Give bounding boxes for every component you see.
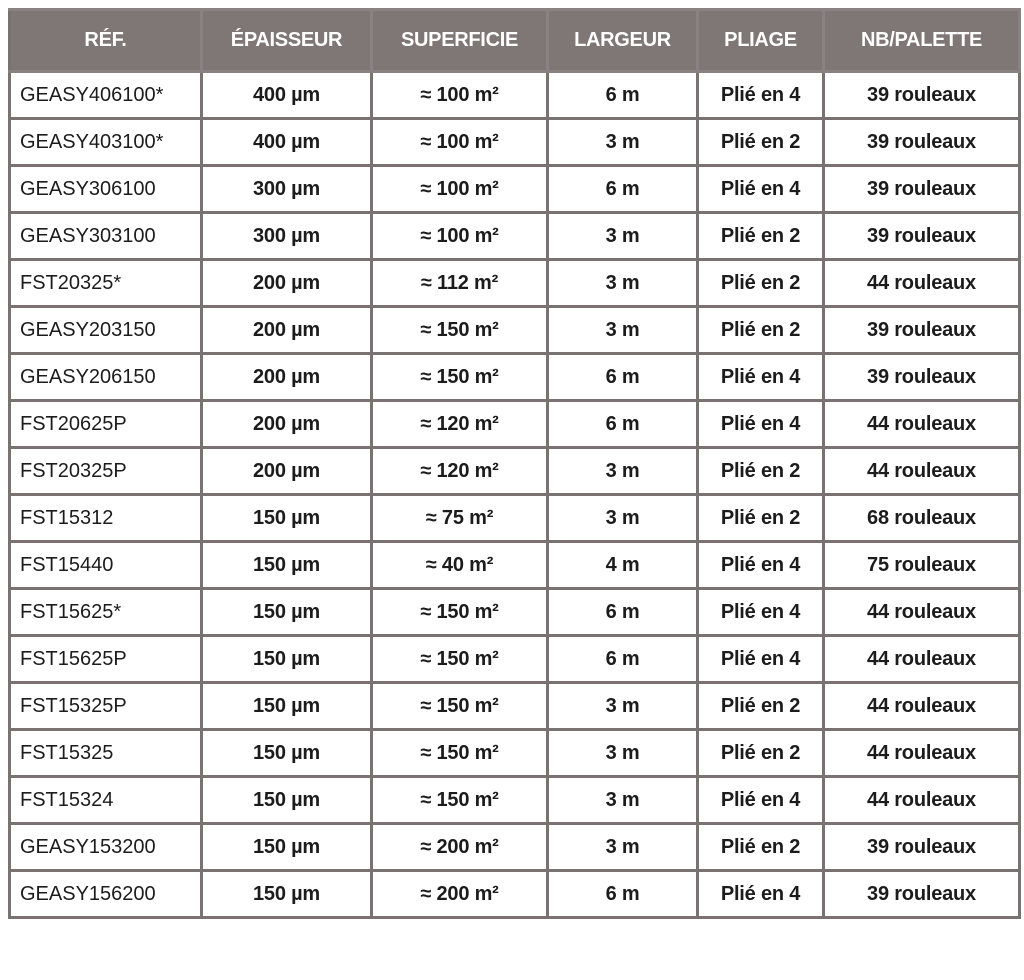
cell-ref: FST15625* [10,589,202,636]
cell-nb-palette: 39 rouleaux [824,213,1020,260]
cell-superficie: ≈ 200 m² [372,871,548,918]
cell-nb-palette: 39 rouleaux [824,166,1020,213]
table-row [10,542,1020,589]
cell-epaisseur: 150 µm [202,871,372,918]
cell-pliage: Plié en 4 [698,871,824,918]
cell-ref: FST15625P [10,636,202,683]
cell-epaisseur: 150 µm [202,589,372,636]
cell-ref: GEASY406100* [10,72,202,119]
table-row [10,72,1020,119]
header-largeur: LARGEUR [548,10,698,72]
cell-pliage: Plié en 2 [698,683,824,730]
table-row [10,871,1020,918]
cell-pliage: Plié en 2 [698,824,824,871]
cell-pliage: Plié en 4 [698,542,824,589]
table-row [10,448,1020,495]
cell-superficie: ≈ 150 m² [372,777,548,824]
cell-superficie: ≈ 100 m² [372,213,548,260]
cell-superficie: ≈ 112 m² [372,260,548,307]
cell-pliage: Plié en 2 [698,119,824,166]
cell-largeur: 6 m [548,401,698,448]
table-row [10,401,1020,448]
cell-ref: FST15440 [10,542,202,589]
cell-largeur: 3 m [548,307,698,354]
cell-pliage: Plié en 4 [698,401,824,448]
cell-ref: FST20625P [10,401,202,448]
table-row [10,307,1020,354]
cell-superficie: ≈ 200 m² [372,824,548,871]
cell-largeur: 6 m [548,354,698,401]
cell-ref: GEASY156200 [10,871,202,918]
cell-epaisseur: 200 µm [202,307,372,354]
header-superficie: SUPERFICIE [372,10,548,72]
header-nb-palette: NB/PALETTE [824,10,1020,72]
cell-nb-palette: 44 rouleaux [824,401,1020,448]
cell-nb-palette: 44 rouleaux [824,683,1020,730]
cell-nb-palette: 44 rouleaux [824,636,1020,683]
cell-ref: GEASY153200 [10,824,202,871]
cell-epaisseur: 150 µm [202,730,372,777]
cell-largeur: 3 m [548,777,698,824]
cell-superficie: ≈ 150 m² [372,730,548,777]
header-row [10,10,1020,72]
cell-superficie: ≈ 150 m² [372,589,548,636]
cell-epaisseur: 200 µm [202,401,372,448]
cell-largeur: 3 m [548,824,698,871]
cell-epaisseur: 150 µm [202,495,372,542]
cell-epaisseur: 300 µm [202,213,372,260]
table-row [10,636,1020,683]
cell-largeur: 6 m [548,589,698,636]
cell-epaisseur: 150 µm [202,542,372,589]
cell-largeur: 3 m [548,683,698,730]
cell-pliage: Plié en 2 [698,213,824,260]
cell-ref: GEASY306100 [10,166,202,213]
header-ref: RÉF. [10,10,202,72]
cell-largeur: 6 m [548,871,698,918]
cell-largeur: 3 m [548,448,698,495]
table-row [10,777,1020,824]
cell-superficie: ≈ 100 m² [372,166,548,213]
cell-pliage: Plié en 2 [698,307,824,354]
cell-largeur: 4 m [548,542,698,589]
cell-superficie: ≈ 120 m² [372,401,548,448]
cell-superficie: ≈ 40 m² [372,542,548,589]
cell-largeur: 6 m [548,166,698,213]
cell-ref: GEASY203150 [10,307,202,354]
cell-pliage: Plié en 4 [698,777,824,824]
table-row [10,260,1020,307]
cell-pliage: Plié en 2 [698,495,824,542]
header-pliage: PLIAGE [698,10,824,72]
table-row [10,824,1020,871]
cell-pliage: Plié en 4 [698,589,824,636]
cell-epaisseur: 150 µm [202,636,372,683]
cell-epaisseur: 200 µm [202,260,372,307]
cell-largeur: 3 m [548,730,698,777]
header-epaisseur: ÉPAISSEUR [202,10,372,72]
cell-nb-palette: 39 rouleaux [824,871,1020,918]
cell-nb-palette: 39 rouleaux [824,354,1020,401]
cell-pliage: Plié en 4 [698,72,824,119]
cell-pliage: Plié en 4 [698,166,824,213]
cell-nb-palette: 75 rouleaux [824,542,1020,589]
cell-epaisseur: 200 µm [202,448,372,495]
product-spec-table [8,8,1021,919]
cell-superficie: ≈ 120 m² [372,448,548,495]
cell-epaisseur: 200 µm [202,354,372,401]
cell-superficie: ≈ 150 m² [372,307,548,354]
cell-largeur: 3 m [548,260,698,307]
cell-ref: FST15324 [10,777,202,824]
cell-ref: FST15312 [10,495,202,542]
cell-nb-palette: 44 rouleaux [824,260,1020,307]
table-row [10,683,1020,730]
cell-nb-palette: 44 rouleaux [824,448,1020,495]
cell-pliage: Plié en 2 [698,448,824,495]
cell-nb-palette: 44 rouleaux [824,730,1020,777]
cell-epaisseur: 300 µm [202,166,372,213]
cell-largeur: 3 m [548,495,698,542]
cell-superficie: ≈ 150 m² [372,683,548,730]
cell-epaisseur: 400 µm [202,72,372,119]
cell-ref: FST20325* [10,260,202,307]
cell-largeur: 6 m [548,636,698,683]
cell-nb-palette: 68 rouleaux [824,495,1020,542]
cell-ref: GEASY303100 [10,213,202,260]
cell-epaisseur: 400 µm [202,119,372,166]
cell-pliage: Plié en 2 [698,260,824,307]
cell-epaisseur: 150 µm [202,777,372,824]
table-header [10,10,1020,72]
cell-largeur: 3 m [548,213,698,260]
cell-largeur: 3 m [548,119,698,166]
cell-superficie: ≈ 150 m² [372,354,548,401]
cell-nb-palette: 39 rouleaux [824,307,1020,354]
table-row [10,119,1020,166]
cell-largeur: 6 m [548,72,698,119]
cell-ref: GEASY403100* [10,119,202,166]
cell-pliage: Plié en 2 [698,730,824,777]
table-row [10,166,1020,213]
cell-superficie: ≈ 75 m² [372,495,548,542]
cell-ref: FST20325P [10,448,202,495]
table-row [10,354,1020,401]
table-row [10,730,1020,777]
cell-superficie: ≈ 150 m² [372,636,548,683]
cell-pliage: Plié en 4 [698,354,824,401]
cell-nb-palette: 39 rouleaux [824,119,1020,166]
cell-epaisseur: 150 µm [202,824,372,871]
table-row [10,495,1020,542]
cell-ref: FST15325P [10,683,202,730]
cell-ref: GEASY206150 [10,354,202,401]
cell-nb-palette: 39 rouleaux [824,824,1020,871]
cell-nb-palette: 44 rouleaux [824,589,1020,636]
table-row [10,213,1020,260]
table-row [10,589,1020,636]
table-body [10,72,1020,918]
cell-nb-palette: 44 rouleaux [824,777,1020,824]
cell-epaisseur: 150 µm [202,683,372,730]
cell-superficie: ≈ 100 m² [372,72,548,119]
cell-nb-palette: 39 rouleaux [824,72,1020,119]
cell-pliage: Plié en 4 [698,636,824,683]
cell-superficie: ≈ 100 m² [372,119,548,166]
cell-ref: FST15325 [10,730,202,777]
